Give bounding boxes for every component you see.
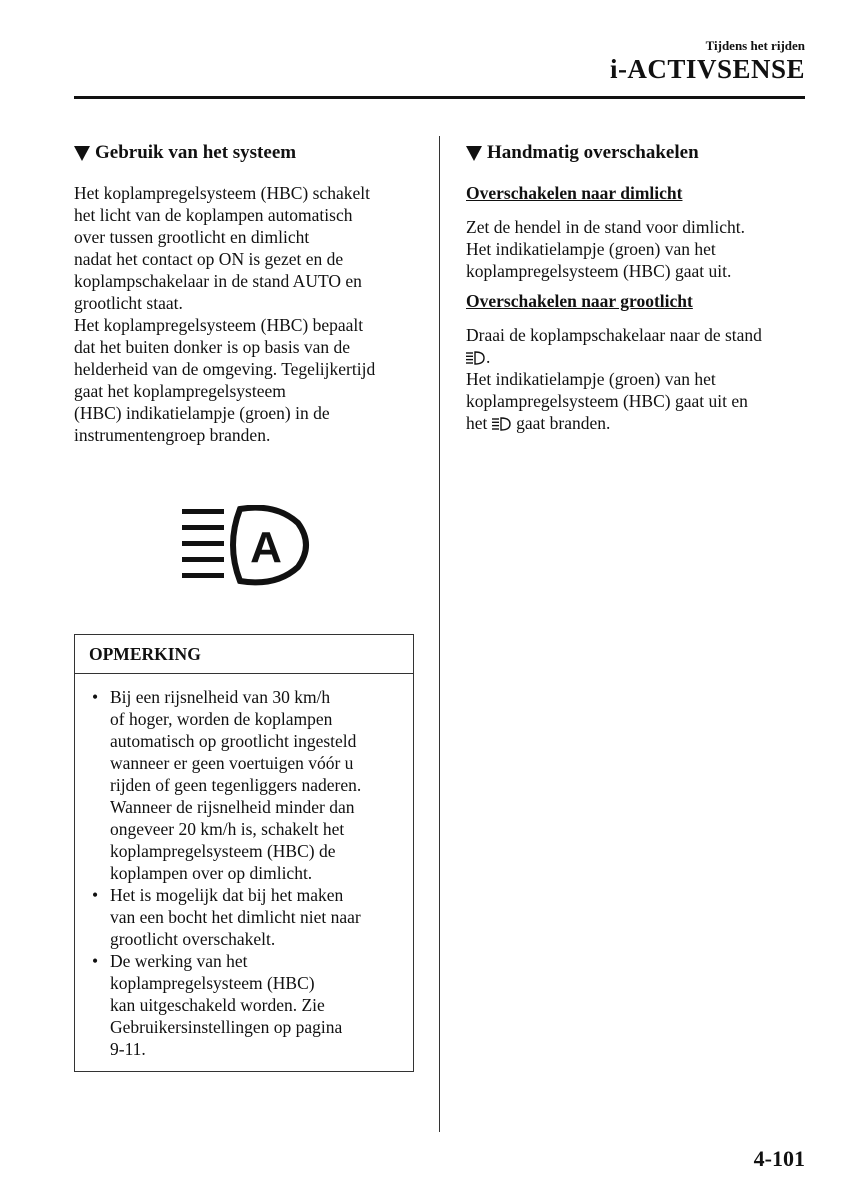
- note-line: van een bocht het dimlicht niet naar: [110, 907, 361, 927]
- note-line: Gebruikersinstellingen op pagina: [110, 1017, 343, 1037]
- paragraph-line: instrumentengroep branden.: [74, 425, 271, 445]
- bullet-icon: •: [92, 951, 99, 971]
- note-line: koplampen over op dimlicht.: [110, 863, 313, 883]
- section-heading-handmatig: [466, 142, 808, 164]
- page-number: 4-101: [753, 1146, 805, 1171]
- header-rule: [74, 96, 805, 99]
- note-line: grootlicht overschakelt.: [110, 929, 276, 949]
- indicator-letter: A: [250, 523, 282, 572]
- chapter-title: i-ACTIVSENSE: [609, 54, 805, 84]
- paragraph-line: Het koplampregelsysteem (HBC) bepaalt: [74, 315, 364, 335]
- paragraph-line: Het indikatielampje (groen) van het: [466, 239, 716, 259]
- section-heading-gebruik: [74, 142, 416, 164]
- paragraph-line: koplampregelsysteem (HBC) gaat uit.: [466, 261, 732, 281]
- left-column: [74, 140, 416, 446]
- triangle-marker-icon: [74, 146, 90, 161]
- paragraph-suffix: gaat branden.: [516, 413, 611, 433]
- paragraph-line: koplampregelsysteem (HBC) gaat uit en: [466, 391, 748, 411]
- note-line: Bij een rijsnelheid van 30 km/h: [110, 687, 331, 707]
- note-list: [75, 674, 413, 1060]
- paragraph-line: nadat het contact op ON is gezet en de: [74, 249, 344, 269]
- auto-high-beam-indicator-icon: [180, 505, 320, 587]
- note-line: Wanneer de rijsnelheid minder dan: [110, 797, 355, 817]
- section-heading-text: Gebruik van het systeem: [95, 142, 297, 163]
- intro-paragraph: [74, 182, 416, 446]
- paragraph-line: helderheid van de omgeving. Tegelijkertijd: [74, 359, 376, 379]
- note-item: [89, 950, 413, 1060]
- grootlicht-paragraph: [466, 324, 808, 434]
- note-line: automatisch op grootlicht ingesteld: [110, 731, 357, 751]
- paragraph-line: dat het buiten donker is op basis van de: [74, 337, 351, 357]
- bullet-icon: •: [92, 687, 99, 707]
- paragraph-line: gaat het koplampregelsysteem: [74, 381, 286, 401]
- note-line: wanneer er geen voertuigen vóór u: [110, 753, 354, 773]
- chapter-subtitle: Tijdens het rijden: [705, 38, 805, 53]
- note-line: koplampregelsysteem (HBC): [110, 973, 315, 993]
- note-heading: OPMERKING: [75, 635, 413, 674]
- note-line: 9-11.: [110, 1039, 146, 1059]
- note-line: De werking van het: [110, 951, 248, 971]
- high-beam-icon: [492, 417, 512, 431]
- right-column: [466, 140, 808, 434]
- bullet-icon: •: [92, 885, 99, 905]
- note-box: [74, 634, 414, 1072]
- triangle-marker-icon: [466, 146, 482, 161]
- paragraph-line: koplampschakelaar in de stand AUTO en: [74, 271, 362, 291]
- subheading-dimlicht: Overschakelen naar dimlicht: [466, 183, 683, 203]
- note-line: koplampregelsysteem (HBC) de: [110, 841, 336, 861]
- dimlicht-paragraph: [466, 216, 808, 282]
- paragraph-line: [466, 412, 808, 434]
- paragraph-line: het licht van de koplampen automatisch: [74, 205, 353, 225]
- note-line: Het is mogelijk dat bij het maken: [110, 885, 344, 905]
- paragraph-line: (HBC) indikatielampje (groen) in de: [74, 403, 330, 423]
- note-line: of hoger, worden de koplampen: [110, 709, 333, 729]
- paragraph-line: [466, 346, 808, 368]
- paragraph-suffix: .: [486, 347, 491, 367]
- paragraph-prefix: het: [466, 413, 488, 433]
- section-heading-text: Handmatig overschakelen: [487, 142, 699, 163]
- subheading-grootlicht: Overschakelen naar grootlicht: [466, 291, 693, 311]
- paragraph-line: Het koplampregelsysteem (HBC) schakelt: [74, 183, 370, 203]
- note-line: rijden of geen tegenliggers naderen.: [110, 775, 362, 795]
- paragraph-line: Draai de koplampschakelaar naar de stand: [466, 325, 762, 345]
- paragraph-line: Het indikatielampje (groen) van het: [466, 369, 716, 389]
- paragraph-line: Zet de hendel in de stand voor dimlicht.: [466, 217, 745, 237]
- note-line: ongeveer 20 km/h is, schakelt het: [110, 819, 345, 839]
- note-item: [89, 884, 413, 950]
- note-line: kan uitgeschakeld worden. Zie: [110, 995, 325, 1015]
- paragraph-line: over tussen grootlicht en dimlicht: [74, 227, 310, 247]
- note-item: [89, 686, 413, 884]
- high-beam-icon: [466, 351, 486, 365]
- column-divider: [439, 136, 440, 1132]
- paragraph-line: grootlicht staat.: [74, 293, 183, 313]
